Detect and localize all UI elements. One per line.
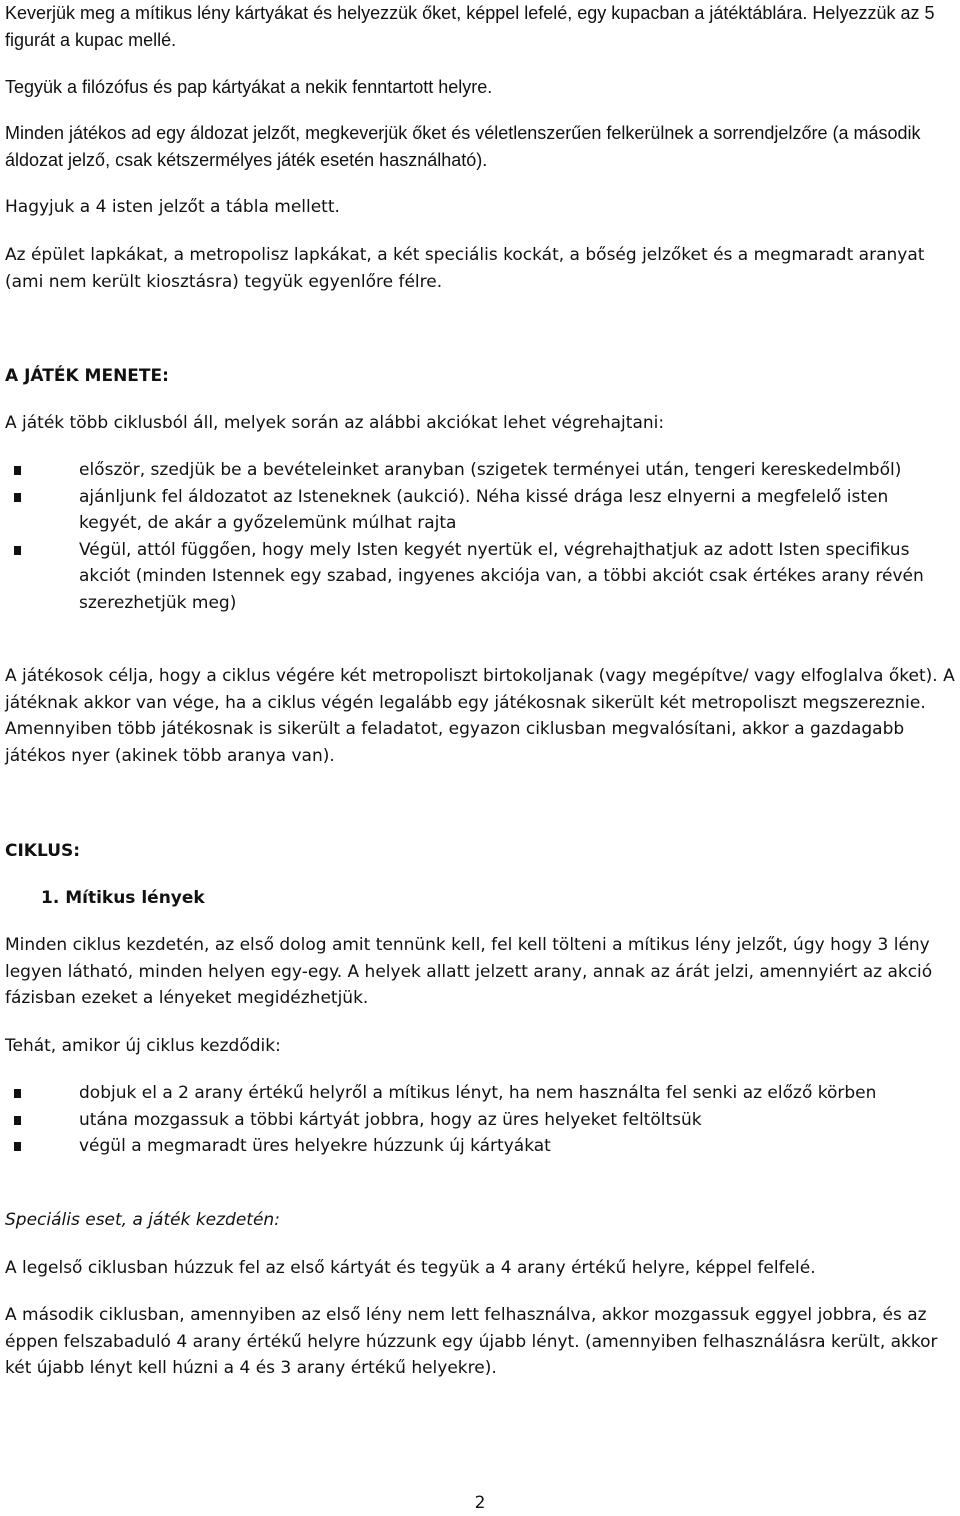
list-item xyxy=(5,457,955,484)
list-item-text: dobjuk el a 2 arany értékű helyről a mítikus lényt, ha nem használta fel senki az előző körben xyxy=(79,1083,877,1103)
list-item-text: végül a megmaradt üres helyekre húzzunk új kártyákat xyxy=(79,1136,551,1156)
game-flow-heading: A JÁTÉK MENETE: xyxy=(5,366,169,386)
intro-paragraph-1: Keverjük meg a mítikus lény kártyákat és helyezzük őket, képpel lefelé, egy kupacban a játéktáblára. Helyezzük az 5 figurát a kupac mellé. xyxy=(5,3,935,50)
square-bullet-icon xyxy=(14,546,21,555)
list-item xyxy=(5,1107,955,1134)
list-item xyxy=(5,537,955,617)
intro-paragraph-3: Minden játékos ad egy áldozat jelzőt, megkeverjük őket és véletlenszerűen felkerülnek a sorrendjelzőre (a második áldozat jelző, csak kétszermélyes játék esetén használható). xyxy=(5,123,921,170)
cycle-paragraph-2: Tehát, amikor új ciklus kezdődik: xyxy=(5,1036,281,1056)
page-number: 2 xyxy=(474,1493,486,1513)
special-case-paragraph-1: A legelső ciklusban húzzuk fel az első kártyát és tegyük a 4 arany értékű helyre, képpel felfelé. xyxy=(5,1258,816,1278)
intro-paragraph-5: Az épület lapkákat, a metropolisz lapkákat, a két speciális kockát, a bőség jelzőket és a megmaradt aranyat (ami nem került kiosztásra) tegyük egyenlőre félre. xyxy=(5,245,925,292)
intro-paragraph-4: Hagyjuk a 4 isten jelzőt a tábla mellett. xyxy=(5,197,340,217)
square-bullet-icon xyxy=(14,1142,21,1151)
list-item-text: Végül, attól függően, hogy mely Isten kegyét nyertük el, végrehajthatjuk az adott Isten specifikus akciót (minden Istennek egy szabad, ingyenes akciója van, a többi akciót csak értékes arany révén szerezhetjük meg) xyxy=(79,539,924,613)
game-flow-list xyxy=(5,457,955,616)
special-case-paragraph-2: A második ciklusban, amennyiben az első lény nem lett felhasználva, akkor mozgassuk eggyel jobbra, és az éppen felszabaduló 4 arany értékű helyre húzzunk egy újabb lényt. (amennyiben felhasználásra került, akkor két újabb lényt kell húzni a 4 és 3 arany értékű helyekre). xyxy=(5,1305,938,1378)
list-item xyxy=(5,484,955,537)
list-item xyxy=(5,1133,955,1160)
intro-paragraph-2: Tegyük a filózófus és pap kártyákat a nekik fenntartott helyre. xyxy=(5,77,493,97)
square-bullet-icon xyxy=(14,466,21,475)
cycle-steps-list xyxy=(5,1080,955,1160)
list-item xyxy=(5,1080,955,1107)
square-bullet-icon xyxy=(14,493,21,502)
special-case-heading: Speciális eset, a játék kezdetén: xyxy=(5,1210,280,1230)
square-bullet-icon xyxy=(14,1089,21,1098)
square-bullet-icon xyxy=(14,1116,21,1125)
game-flow-intro: A játék több ciklusból áll, melyek során az alábbi akciókat lehet végrehajtani: xyxy=(5,413,665,433)
list-item-text: először, szedjük be a bevételeinket aranyban (szigetek terményei után, tengeri kereskedelmből) xyxy=(79,460,902,480)
cycle-heading: CIKLUS: xyxy=(5,841,81,861)
list-item-text: ajánljunk fel áldozatot az Isteneknek (aukció). Néha kissé drága lesz elnyerni a megfelelő isten kegyét, de akár a győzelemünk múlhat rajta xyxy=(79,486,889,533)
cycle-paragraph-1: Minden ciklus kezdetén, az első dolog amit tennünk kell, fel kell tölteni a mítikus lény jelzőt, úgy hogy 3 lény legyen látható, minden helyen egy-egy. A helyek allatt jelzett arany, annak az árát jelzi, amennyiért az akció fázisban ezeket a lényeket megidézhetjük. xyxy=(5,935,933,1008)
game-goal-paragraph: A játékosok célja, hogy a ciklus végére két metropoliszt birtokoljanak (vagy megépítve/ vagy elfoglalva őket). A játéknak akkor van vége, ha a ciklus végén legalább egy játékosnak sikerült két metropoliszt megszereznie. Amennyiben több játékosnak is sikerült a feladatot, egyazon ciklusban megvalósítani, akkor a gazdagabb játékos nyer (akinek több aranya van). xyxy=(5,666,955,766)
list-item-text: utána mozgassuk a többi kártyát jobbra, hogy az üres helyeket feltöltsük xyxy=(79,1109,702,1130)
section-title-mythical-creatures: 1. Mítikus lények xyxy=(41,888,205,908)
